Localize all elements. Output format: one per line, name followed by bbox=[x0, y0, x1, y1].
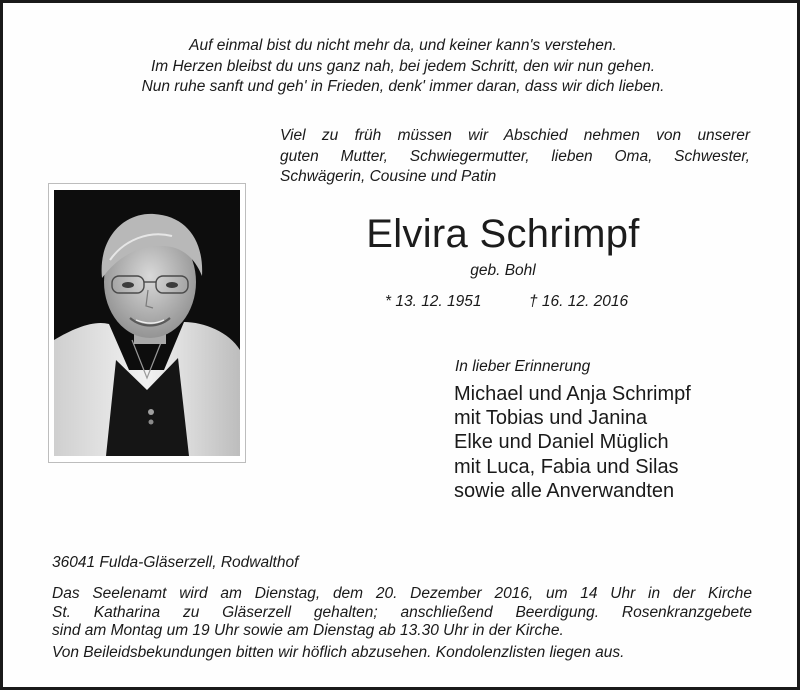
intro-line: guten Mutter, Schwiegermutter, lieben Oma, Schwester, bbox=[280, 147, 750, 165]
memorial-poem bbox=[63, 36, 743, 98]
memory-label: In lieber Erinnerung bbox=[455, 358, 591, 375]
intro-line: Viel zu früh müssen wir Abschied nehmen von unserer bbox=[280, 127, 750, 144]
family-address: 36041 Fulda-Gläserzell, Rodwalthof bbox=[52, 554, 299, 571]
portrait-photo bbox=[54, 190, 240, 456]
mourner-line: Michael und Anja Schrimpf bbox=[454, 383, 691, 405]
mourner-line: mit Luca, Fabia und Silas bbox=[454, 455, 679, 478]
poem-line: Im Herzen bleibst du uns ganz nah, bei jedem Schritt, den wir nun gehen. bbox=[150, 57, 656, 75]
portrait-frame bbox=[48, 183, 246, 463]
farewell-intro bbox=[280, 126, 750, 188]
death-date: † 16. 12. 2016 bbox=[529, 293, 629, 310]
notice-line: sind am Montag um 19 Uhr sowie am Dienstag ab 13.30 Uhr in der Kirche. bbox=[52, 622, 564, 639]
mourner-line: Elke und Daniel Müglich bbox=[454, 431, 669, 454]
notice-closing: Von Beileidsbekundungen bitten wir höflich abzusehen. Kondolenzlisten liegen aus. bbox=[52, 643, 625, 661]
poem-line: Nun ruhe sanft und geh' in Frieden, denk' immer daran, dass wir dich lieben. bbox=[141, 78, 665, 95]
maiden-name: geb. Bohl bbox=[470, 262, 536, 279]
deceased-name: Elvira Schrimpf bbox=[366, 212, 640, 256]
birth-date: * 13. 12. 1951 bbox=[385, 293, 482, 310]
mourner-line: mit Tobias und Janina bbox=[454, 407, 648, 430]
mourners-list bbox=[454, 382, 691, 503]
mourner-line: sowie alle Anverwandten bbox=[454, 479, 675, 502]
notice-line: St. Katharina zu Gläserzell gehalten; anschließend Beerdigung. Rosenkranzgebete bbox=[52, 603, 752, 621]
poem-line: Auf einmal bist du nicht mehr da, und keiner kann's verstehen. bbox=[189, 37, 617, 54]
portrait-illustration bbox=[54, 190, 240, 456]
intro-line: Schwägerin, Cousine und Patin bbox=[280, 168, 497, 185]
funeral-notice bbox=[52, 585, 752, 662]
notice-line: Das Seelenamt wird am Dienstag, dem 20. Dezember 2016, um 14 Uhr in der Kirche bbox=[52, 585, 752, 602]
